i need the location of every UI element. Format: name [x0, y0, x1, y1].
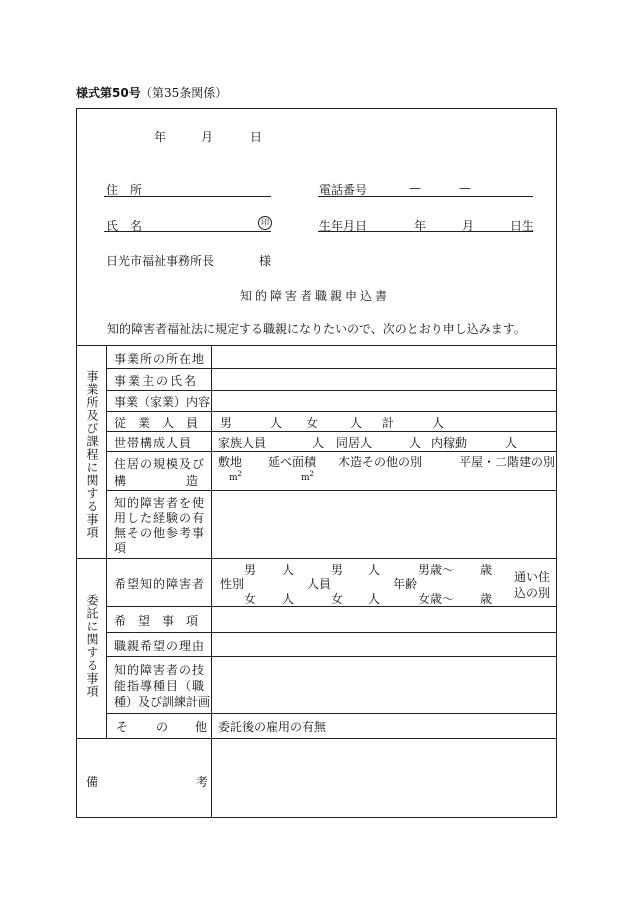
employees-female: 女	[306, 416, 319, 430]
employees-male-unit: 人	[270, 416, 283, 430]
other-detail: 委託後の雇用の有無	[218, 720, 327, 734]
household-commute: 内稼動	[431, 436, 468, 450]
household-cohabit: 同居人	[336, 436, 373, 450]
residence-site-unit: $m^2$	[229, 470, 243, 483]
document-title: 知的障害者職親申込書	[240, 289, 391, 303]
desired-gender-label: 性別	[220, 577, 245, 591]
row-reason-label: 職親希望の理由	[114, 639, 206, 653]
seal-mark: 印	[258, 216, 272, 230]
residence-stories: 平屋・二階建の別	[459, 455, 556, 469]
desired-male-1: 男	[244, 563, 257, 577]
desired-male-2-unit: 人	[368, 563, 381, 577]
desired-female-2-unit: 人	[368, 592, 381, 606]
addressee: 日光市福祉事務所長	[106, 254, 215, 268]
row-residence-label-1: 住居の規模及び	[114, 457, 206, 471]
desired-live-in-label-1: 通い住	[514, 570, 551, 584]
household-cohabit-unit: 人	[409, 436, 422, 450]
row-employees-label: 従 業 人 員	[114, 416, 199, 430]
row-experience-label-2: 用した経験の有	[114, 511, 206, 525]
desired-female-age-sep: 歳〜	[430, 592, 455, 606]
row-training-label-2: 能指導種目（職	[114, 679, 206, 693]
employees-male: 男	[220, 416, 233, 430]
desired-age-label: 年齢	[393, 577, 418, 591]
address-underline	[104, 196, 271, 197]
row-training-label-1: 知的障害者の技	[114, 663, 206, 677]
phone-underline	[318, 196, 533, 197]
name-underline	[104, 231, 271, 232]
intro-text: 知的障害者福祉法に規定する職親になりたいので、次のとおり申し込みます。	[107, 322, 526, 336]
residence-structure: 木造その他の別	[338, 455, 423, 469]
addressee-suffix: 様	[259, 254, 272, 268]
date-year: 年	[154, 130, 167, 144]
name-label: 氏 名	[106, 219, 143, 233]
desired-male-1-unit: 人	[282, 563, 295, 577]
row-location-label: 事業所の所在地	[114, 352, 206, 366]
household-family-unit: 人	[312, 436, 325, 450]
form-number: 様式第50号	[76, 86, 141, 100]
desired-male-age-unit: 歳	[480, 563, 493, 577]
row-residence-label-2: 構 造	[114, 474, 199, 488]
phone-dash-2: —	[459, 181, 471, 195]
employees-total: 計	[382, 416, 395, 430]
employees-total-unit: 人	[432, 416, 445, 430]
desired-male-2: 男	[331, 563, 344, 577]
address-label: 住 所	[106, 183, 143, 197]
phone-label: 電話番号	[319, 183, 368, 197]
desired-female-age-unit: 歳	[480, 592, 493, 606]
row-experience-label-1: 知的障害者を使	[114, 496, 206, 510]
desired-female-1: 女	[244, 592, 257, 606]
household-family: 家族人員	[218, 436, 267, 450]
birth-label: 生年月日	[319, 219, 368, 233]
form-relation: （第35条関係）	[140, 86, 228, 100]
row-other-label-3: 他	[195, 720, 208, 734]
date-day: 日	[250, 130, 263, 144]
birth-year: 年	[414, 219, 427, 233]
row-training-label-3: 種）及び訓練計画	[114, 695, 211, 709]
section2-header: 委託に関する事項	[85, 594, 99, 698]
section1-header: 事業所及び課程に関する事項	[85, 370, 99, 539]
row-experience-label-4: 項	[114, 541, 127, 555]
birth-underline	[318, 231, 533, 232]
employees-female-unit: 人	[350, 416, 363, 430]
desired-female-1-unit: 人	[282, 592, 295, 606]
residence-floor-area: 延べ面積	[268, 455, 317, 469]
household-commute-unit: 人	[505, 436, 518, 450]
row-experience-label-3: 無その他参考事	[114, 526, 206, 540]
desired-male-age-sep: 歳〜	[430, 563, 455, 577]
row-owner-label: 事業主の氏名	[114, 374, 199, 388]
remarks-label-1: 備	[86, 775, 99, 789]
row-business-label: 事業（家業）内容	[114, 395, 211, 409]
remarks-label-2: 考	[196, 775, 209, 789]
row-desired-person-label: 希望知的障害者	[114, 577, 206, 591]
row-household-label: 世帯構成人員	[114, 436, 193, 450]
residence-floor-unit: $m^2$	[301, 470, 315, 483]
date-month: 月	[201, 130, 214, 144]
phone-dash-1: —	[409, 181, 421, 195]
row-other-label-1: そ	[116, 720, 129, 734]
desired-live-in-label-2: 込の別	[514, 586, 551, 600]
birth-day: 日生	[510, 219, 535, 233]
birth-month: 月	[462, 219, 475, 233]
desired-male-age: 男	[418, 563, 431, 577]
row-other-label-2: の	[156, 720, 169, 734]
desired-headcount-label: 人員	[307, 577, 332, 591]
desired-female-age: 女	[418, 592, 431, 606]
residence-site: 敷地	[218, 455, 243, 469]
row-desired-items-label: 希 望 事 項	[114, 614, 199, 628]
desired-female-2: 女	[331, 592, 344, 606]
